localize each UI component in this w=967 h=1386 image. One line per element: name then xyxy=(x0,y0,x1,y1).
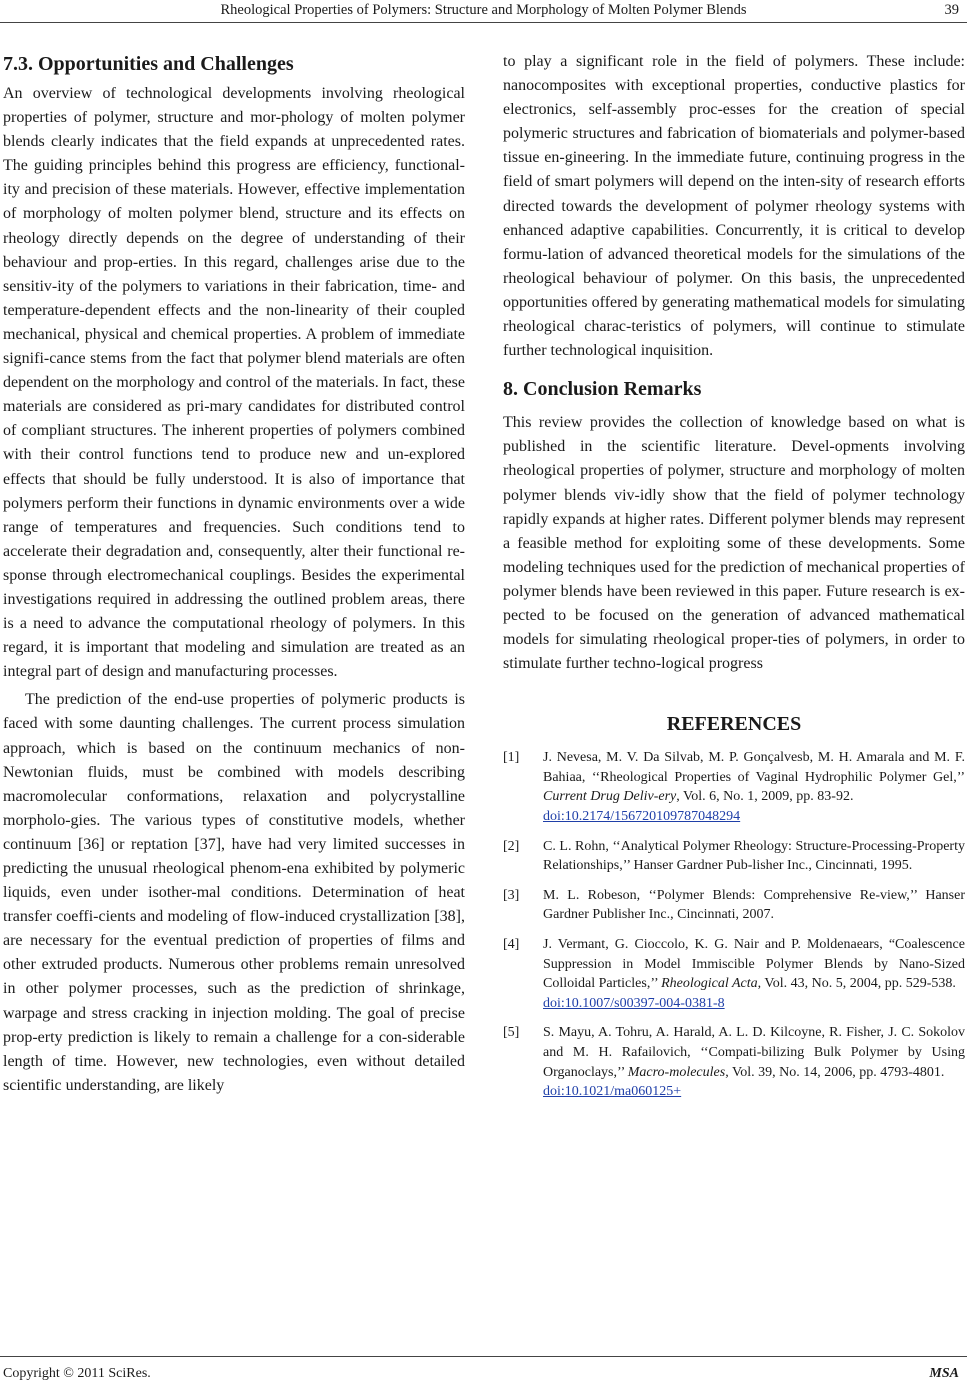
references-heading: REFERENCES xyxy=(666,713,802,736)
reference-number: [1] xyxy=(503,750,520,766)
reference-text: C. L. Rohn, ‘‘Analytical Polymer Rheology: Structure-Processing-Property Relationships,’’ Hanser Gardner Pub-lisher Inc., Cincinnati, 1995. xyxy=(543,838,965,874)
reference-text: J. Vermant, G. Cioccolo, K. G. Nair and P. Moldenaears, “Coalescence Suppression in Model Immiscible Polymer Blends by Nano-Sized Colloidal Particles,’’ xyxy=(543,937,965,992)
reference-item xyxy=(503,886,965,925)
reference-number: [3] xyxy=(503,887,520,903)
reference-text: J. Nevesa, M. V. Da Silvab, M. P. Gonçalvesb, M. H. Amarala and M. F. Bahiaa, ‘‘Rheological Properties of Vaginal Hydrophilic Polymer Gel,’’ xyxy=(543,750,965,785)
reference-list xyxy=(503,748,965,1102)
running-header-title: Rheological Properties of Polymers: Structure and Morphology of Molten Polymer Blends xyxy=(220,2,747,18)
reference-details: , Vol. 6, No. 1, 2009, pp. 83-92. xyxy=(676,789,854,805)
section-heading-8: 8. Conclusion Remarks xyxy=(503,378,702,401)
header-rule xyxy=(0,22,967,23)
journal-abbrev: MSA xyxy=(929,1366,959,1381)
reference-number: [4] xyxy=(503,937,520,952)
paragraph-prediction-challenges: The prediction of the end-use properties of polymeric products is faced with some daunting challenges. The current process simulation approach, which is based on the continuum mechanics of non-Newtonian fluids, must be combined with models describing macromolecular conformations, relaxation and polycrystalline morpholo-gies. The various types of constitutive models, whether continuum [36] or reptation [37], have had very limited successes in predicting the unusual rheological phenom-ena exhibited by polymeric liquids, even under isother-mal conditions. Determination of heat transfer coeffi-cients and modeling of flow-induced crystallization [38], are necessary for the eventual prediction of properties of films and other extruded products. Numerous other problems remain unresolved in other polymer processes, such as the prediction of shrinkage, warpage and stress cracking in injection molding. The goal of precise prop-erty prediction is likely to remain a challenge for a con-siderable length of time. However, new technologies, even without detailed scientific understanding, are likely xyxy=(3,691,465,1094)
reference-journal: Rheological Acta xyxy=(661,976,758,992)
copyright-notice: Copyright © 2011 SciRes. xyxy=(3,1366,151,1381)
reference-journal: Macro-molecules xyxy=(627,1064,726,1080)
running-header xyxy=(0,0,967,24)
right-column xyxy=(503,50,965,1112)
reference-doi-link[interactable]: doi:10.1021/ma060125+ xyxy=(543,1084,682,1100)
reference-item xyxy=(503,1023,965,1101)
reference-doi-link[interactable]: doi:10.2174/156720109787048294 xyxy=(543,809,741,825)
paragraph-continued: to play a significant role in the field of polymers. These include: nanocomposites with exceptional properties, conductive plastics for electronics, self-assembly proc-esses for the creation of special polymeric structures and fabrication of biomaterials and polymer-based tissue en-gineering. In the immediate future, continuing progress in the field of smart polymers will depend on the inten-sity of research efforts directed towards the development of polymer rheology systems with enhanced adaptive capabilities. Concurrently, it is critical to develop formu-lation of advanced theoretical models for the simulations of the rheological behaviour of polymer. On this basis, the unprecedented opportunities offered by generating mathematical models for simulating rheological charac-teristics of polymers, will continue to stimulate further technological inquisition. xyxy=(503,53,965,360)
reference-item xyxy=(503,748,965,826)
reference-text: S. Mayu, A. Tohru, A. Harald, A. L. D. Kilcoyne, R. Fisher, J. C. Sokolov and M. H. Rafailovich, ‘‘Compati-bilizing Bulk Polymer by Using Organoclays,’’ xyxy=(543,1025,965,1080)
reference-item xyxy=(503,935,965,1013)
reference-number: [5] xyxy=(503,1025,520,1041)
footer-rule xyxy=(0,1356,967,1357)
reference-doi-link[interactable]: doi:10.1007/s00397-004-0381-8 xyxy=(543,995,725,1011)
paragraph-conclusion: This review provides the collection of knowledge based on what is published in the scientific literature. Devel-opments involving rheological properties of polymer, structure and morphology of molten polymer blends viv-idly show that the field of polymer technology rapidly expands at higher rates. Different polymer blends may represent a feasible method for exploiting some of these developments. Some modeling techniques used for the prediction of mechanical properties of polymer blends have been reviewed in this paper. Future research is ex-pected to be focused on the generation of advanced mathematical models for simulating rheological proper-ties of polymers, in order to stimulate further techno-logical progress xyxy=(503,414,965,673)
section-heading-7-3: 7.3. Opportunities and Challenges xyxy=(3,53,294,75)
reference-item xyxy=(503,837,965,876)
page-footer xyxy=(0,1356,967,1386)
reference-number: [2] xyxy=(503,838,520,854)
reference-text: M. L. Robeson, ‘‘Polymer Blends: Comprehensive Re-view,’’ Hanser Gardner Publisher Inc., Cincinnati, 2007. xyxy=(543,887,965,923)
reference-details: , Vol. 43, No. 5, 2004, pp. 529-538. xyxy=(757,976,956,992)
left-column xyxy=(3,50,465,1098)
paragraph-opportunities: An overview of technological developments involving rheological properties of polymer, structure and mor-phology of molten polymer blends clearly indicates that the field expands at unprecedented rates. The guiding principles behind this progress are efficiency, functional-ity and precision of these materials. However, effective implementation of morphology of molten polymer blend, structure and its effects on rheology directly depends on the degree of understanding of their behaviour and prop-erties. In this regard, challenges arise due to the sensitiv-ity of the polymers to variations in their fabrication, time- and temperature-dependent effects and the non-linearity of their coupled mechanical, physical and chemical properties. A problem of immediate signifi-cance stems from the fact that polymer blend materials are often dependent on the morphology and control of the materials. In fact, these materials are considered as pri-mary candidates for distributed control of compliant structures. The inherent properties of polymers combined with their control functions tend to produce new and un-explored effects that should be fully understood. It is also of importance that polymers perform their functions in dynamic environments over a wide range of temperatures and frequencies. Such conditions tend to accelerate their degradation and, consequently, alter their functional re-sponse through electromechanical couplings. Besides the experimental investigations required in addressing the outlined problem areas, there is a need to advance the computational rheology of polymers. In this regard, it is important that modeling and simulation are treated as an integral part of design and manufacturing processes. xyxy=(3,85,465,681)
reference-journal: Current Drug Deliv-ery xyxy=(543,789,677,805)
page-number: 39 xyxy=(944,2,959,18)
reference-details: , Vol. 39, No. 14, 2006, pp. 4793-4801. xyxy=(725,1064,945,1080)
